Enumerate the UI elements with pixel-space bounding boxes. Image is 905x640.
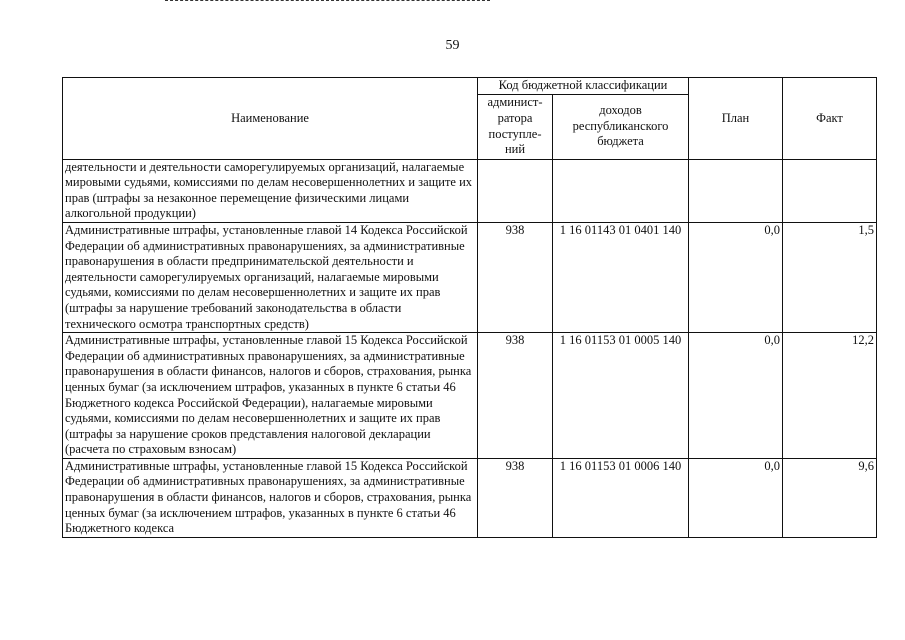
row-plan: 0,0 bbox=[689, 458, 783, 537]
table-header bbox=[63, 78, 877, 160]
row-admin-code: 938 bbox=[478, 458, 553, 537]
table-row bbox=[63, 159, 877, 222]
row-admin-code: 938 bbox=[478, 333, 553, 459]
row-admin-code: 938 bbox=[478, 222, 553, 332]
budget-table bbox=[62, 77, 877, 538]
top-rule bbox=[165, 0, 490, 3]
header-fact: Факт bbox=[783, 78, 877, 160]
row-fact: 1,5 bbox=[783, 222, 877, 332]
row-revenue-code: 1 16 01153 01 0006 140 bbox=[553, 458, 689, 537]
header-name: Наименование bbox=[63, 78, 478, 160]
header-admin: админист-ратора поступле-ний bbox=[478, 94, 553, 159]
row-name: деятельности и деятельности саморегулируемых организаций, налагаемые мировыми судьями, комиссиями по делам несовершеннолетних и защите их прав (штрафы за незаконное перемещение физическими лицами алкогольной продукции) bbox=[63, 159, 478, 222]
row-plan bbox=[689, 159, 783, 222]
header-code-group: Код бюджетной классификации bbox=[478, 78, 689, 95]
page-number: 59 bbox=[445, 38, 460, 53]
row-name: Административные штрафы, установленные главой 15 Кодекса Российской Федерации об административных правонарушениях, за административные правонарушения в области финансов, налогов и сборов, страхования, рынка ценных бумаг (за исключением штрафов, указанных в пункте 6 статьи 46 Бюджетного кодекса bbox=[63, 458, 478, 537]
row-fact: 12,2 bbox=[783, 333, 877, 459]
row-revenue-code: 1 16 01143 01 0401 140 bbox=[553, 222, 689, 332]
row-revenue-code bbox=[553, 159, 689, 222]
row-plan: 0,0 bbox=[689, 333, 783, 459]
header-revenue: доходов республиканского бюджета bbox=[553, 94, 689, 159]
row-fact: 9,6 bbox=[783, 458, 877, 537]
header-plan: План bbox=[689, 78, 783, 160]
row-revenue-code: 1 16 01153 01 0005 140 bbox=[553, 333, 689, 459]
row-admin-code bbox=[478, 159, 553, 222]
row-name: Административные штрафы, установленные главой 15 Кодекса Российской Федерации об административных правонарушениях, за административные правонарушения в области финансов, налогов и сборов, страхования, рынка ценных бумаг (за исключением штрафов, указанных в пункте 6 статьи 46 Бюджетного кодекса Российской Федерации), налагаемые мировыми судьями, комиссиями по делам несовершеннолетних и защите их прав (штрафы за нарушение сроков представления налоговой декларации (расчета по страховым взносам) bbox=[63, 333, 478, 459]
table-body bbox=[63, 159, 877, 537]
table-row bbox=[63, 333, 877, 459]
table-row bbox=[63, 458, 877, 537]
row-name: Административные штрафы, установленные главой 14 Кодекса Российской Федерации об административных правонарушениях, за административные правонарушения в области предпринимательской деятельности и деятельности саморегулируемых организаций, налагаемые мировыми судьями, комиссиями по делам несовершеннолетних и защите их прав (штрафы за нарушение требований законодательства в области технического осмотра транспортных средств) bbox=[63, 222, 478, 332]
row-plan: 0,0 bbox=[689, 222, 783, 332]
row-fact bbox=[783, 159, 877, 222]
table-row bbox=[63, 222, 877, 332]
